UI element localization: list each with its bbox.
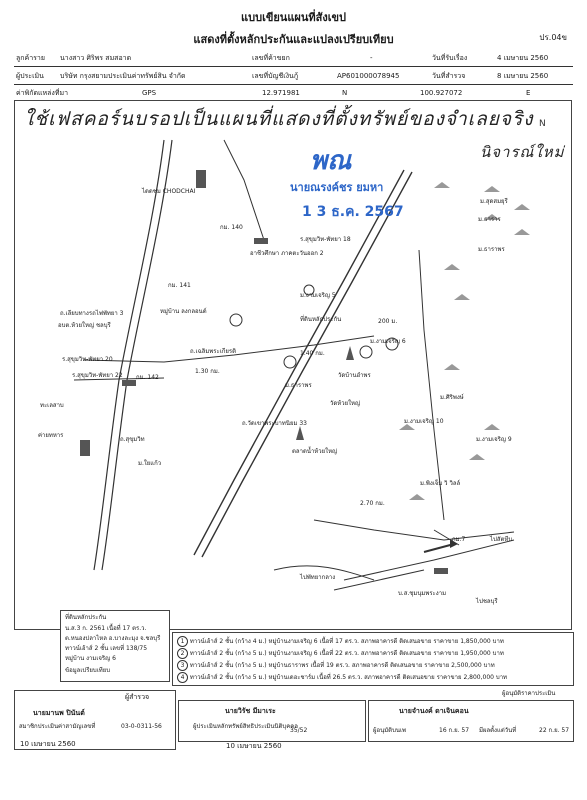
label-army: ค่ายทหาร <box>38 432 64 439</box>
latitude-value: 12.971981 <box>262 89 300 97</box>
temple-icon <box>346 346 354 360</box>
owner-value: - <box>370 54 373 62</box>
label-subject: ที่ดินหลักประกัน <box>300 316 342 323</box>
approver-name: นายจำนงค์ ดาเจินคอน <box>399 707 469 715</box>
approver-date-value: 22 ก.ย. 57 <box>539 727 570 734</box>
comparison-row <box>177 636 504 647</box>
road-lower-right <box>314 520 514 540</box>
label-mu-yaikaew: ม.ใยแก้ว <box>138 460 162 467</box>
label-chalermprakiat: ถ.เฉลิมพระเกียรติ <box>190 348 237 355</box>
document-subtitle: แสดงที่ตั้งหลักประกันและแปลงเปรียบเทียบ <box>193 33 394 46</box>
label-dist1: 200 ม. <box>378 318 398 325</box>
compare-marker-3 <box>284 356 296 368</box>
surveyor-name: นายมานพ ปินันต์ <box>33 709 85 717</box>
survey-label: วันที่สำรวจ <box>432 72 466 80</box>
road-sattahip <box>344 540 514 580</box>
approver-role: ผู้อนุมัติบนเพ <box>373 727 406 734</box>
comparison-number: 2 <box>177 648 188 659</box>
label-ruamsuk: บ.ส.ชุมนุมพระงาม <box>398 590 447 597</box>
account-label: เลขที่บัญชีเงินกู้ <box>252 72 299 80</box>
stamp-id: 35/52 <box>290 727 308 734</box>
footer-checker <box>178 700 366 742</box>
label-charoen5: ม.งามเจริญ 5 <box>300 292 336 299</box>
label-charoen10: ม.งามเจริญ 10 <box>404 418 444 425</box>
building-icons <box>80 170 448 574</box>
label-village-emp: หมู่บ้าน ลงกลอนด์ <box>160 308 207 315</box>
label-lake: ทะเลสาบ <box>40 402 64 409</box>
legend-location: ต.หนองปลาไหล อ.บางละมุง จ.ชลบุรี <box>65 635 161 642</box>
label-road-left: ถ.สุขุมวิท <box>120 436 145 443</box>
longitude-dir: E <box>526 89 531 97</box>
comparison-text: ทาวน์เฮ้าส์ 2 ชั้น (กว้าง 5 ม.) หมู่บ้านเดอะชาร์ม เนื้อที่ 26.5 ตร.ว. สภาพอาคารดี ติดเสนอขาย ราคาขาย 2,800,000 บาท <box>189 674 508 681</box>
checker-name: นายวิรัช มีมาเระ <box>225 707 276 715</box>
appraiser-value: บริษัท กรุงสยามประเมินค่าทรัพย์สิน จำกัด <box>60 72 186 80</box>
checker-role: ผู้ประเมินหลักทรัพย์สิทธิประเมินนิติบุคคล <box>193 723 298 730</box>
approver-date-mid: 16 ก.ย. 57 <box>439 727 470 734</box>
latitude-dir: N <box>342 89 348 97</box>
handwritten-sign: นิจารณ์ใหม่ <box>480 143 565 161</box>
label-charoen9: ม.งามเจริญ 9 <box>476 436 512 443</box>
label-dist2: 1.40 กม. <box>300 350 325 357</box>
label-to-sattahip: ไปสัตหีบ <box>490 536 513 543</box>
label-mu-thara-right: ม.ธาราพร <box>478 246 505 253</box>
label-heliport: ถ.เลียบทางรถไฟพัทยา 3 <box>60 310 124 317</box>
label-temple-huaiyai: วัดห้วยใหญ่ <box>330 400 361 407</box>
comparison-text: ทาวน์เฮ้าส์ 2 ชั้น (กว้าง 5 ม.) หมู่บ้านงามเจริญ 6 เนื้อที่ 22 ตร.ว. สภาพอาคารดี ติดเสนอขาย ราคาขาย 1,950,000 บาท <box>189 650 504 657</box>
label-market: ตลาดน้ำห้วยใหญ่ <box>292 448 338 455</box>
label-to-pattaya: ไปพัทยากลาง <box>300 574 336 581</box>
label-school: อาชีวศึกษา ภาคตะวันออก 2 <box>250 250 324 257</box>
legend-compare: ข้อมูลเปรียบเทียบ <box>65 667 111 674</box>
compare-marker-4 <box>230 314 242 326</box>
surveyor-title: ผู้สำรวจ <box>125 693 150 701</box>
legend-deed: น.ส.3 ก. 2561 เนื้อที่ 17 ตร.ว. <box>65 625 147 632</box>
client-label: ลูกค้าราย <box>16 54 45 62</box>
label-mu-thara2: ม.ธาราร <box>478 216 501 223</box>
comparison-row <box>177 672 507 683</box>
gps-source: GPS <box>142 89 157 97</box>
road-sukhumvit-right <box>102 140 172 570</box>
stamp-signature: พณ <box>310 146 352 176</box>
document-title: แบบเขียนแผนที่สังเขป <box>241 11 346 24</box>
label-pinklao: ม.พิงเจ็ม วิ วิลล์ <box>420 480 461 487</box>
label-temple-thaisamak: วัดบ้านอำพร <box>338 372 371 379</box>
approver-date-label: มีผลตั้งแต่วันที่ <box>479 727 517 734</box>
label-chodchai: ไดดชม CHODCHAI <box>142 188 196 195</box>
comparison-row <box>177 660 495 671</box>
temple-icon-2 <box>296 426 304 440</box>
compare-marker-1 <box>360 346 372 358</box>
legend-village: หมู่บ้าน งามเจริญ 6 <box>65 655 116 662</box>
checker-date: 10 เมษายน 2560 <box>226 742 282 750</box>
road-sukhumvit-left <box>94 140 164 570</box>
comparison-row <box>177 648 504 659</box>
client-value: นางสาว ศิริพร สมสอาด <box>60 54 132 62</box>
surveyor-license-no: 03-0-0311-56 <box>121 723 162 730</box>
label-km142: กม. 142 <box>136 374 159 381</box>
longitude-value: 100.927072 <box>420 89 463 97</box>
label-charoen6: ม.งามเจริญ 6 <box>370 338 406 345</box>
label-km7: กม.7 <box>452 536 466 543</box>
comparison-number: 4 <box>177 672 188 683</box>
gps-label: ค่าพิกัดแหล่งที่มา <box>16 89 69 97</box>
received-label: วันที่รับเรื่อง <box>432 54 468 62</box>
comparison-number: 3 <box>177 660 188 671</box>
legend-building: ทาวน์เฮ้าส์ 2 ชั้น เลขที่ 138/75 <box>65 645 148 652</box>
village-icons <box>399 182 530 500</box>
label-central: อบต.ห้วยใหญ่ ชลบุรี <box>58 322 111 329</box>
label-mu-ying: ม.สุดสมยุรี <box>480 198 508 205</box>
account-value: AP601000078945 <box>337 72 400 80</box>
header-rule-1 <box>14 66 573 67</box>
label-dist4: 2.70 กม. <box>360 500 385 507</box>
owner-label: เลขที่ค้าขยก <box>252 54 290 62</box>
label-dist3: 1.30 กม. <box>195 368 220 375</box>
legend-box <box>60 610 170 682</box>
header-rule-2 <box>14 84 573 85</box>
footer-approver <box>368 700 574 742</box>
label-soi20: ร.สุขุมวิท-พัทยา 20 <box>62 356 113 363</box>
comparison-text: ทาวน์เฮ้าส์ 2 ชั้น (กว้าง 4 ม.) หมู่บ้านงามเจริญ 6 เนื้อที่ 17 ตร.ว. สภาพอาคารดี ติดเสนอขาย ราคาขาย 1,850,000 บาท <box>189 638 504 645</box>
handwritten-note: ใช้เฟสคอร์นบรอปเป็นแผนที่แสดงที่ตั้งทรัพย์ของจำเลยจริง <box>24 108 534 130</box>
stamp-date: 1 3 ธ.ค. 2567 <box>302 204 404 220</box>
surveyor-date: 10 เมษายน 2560 <box>20 740 76 748</box>
comparison-text: ทาวน์เฮ้าส์ 2 ชั้น (กว้าง 5 ม.) หมู่บ้านธาราพร เนื้อที่ 19 ตร.ว. สภาพอาคารดี ติดเสนอขาย ราคาขาย 2,500,000 บาท <box>189 662 495 669</box>
surveyor-license-label: สมาชิกประเมินค่าสามัญเลขที่ <box>19 723 96 730</box>
label-temple-rd: ถ.วัดเขาพระบาทนิยม 33 <box>242 420 307 427</box>
comparison-number: 1 <box>177 636 188 647</box>
stamp-name: นายณรงค์ชร ยมหา <box>290 181 384 194</box>
approver-title: ผู้อนุมัติราคาประเมิน <box>502 690 556 697</box>
survey-value: 8 เมษายน 2560 <box>497 72 549 80</box>
label-soi22: ร.สุขุมวิท-พัทยา 22 <box>72 372 123 379</box>
label-km140: กม. 140 <box>220 224 243 231</box>
label-thara: ม.ธาราพร <box>285 382 312 389</box>
appraiser-label: ผู้ประเมิน <box>16 72 44 80</box>
svg-text:N: N <box>539 119 546 129</box>
received-value: 4 เมษายน 2560 <box>497 54 549 62</box>
legend-subject-label: ที่ดินหลักประกัน <box>65 614 107 621</box>
label-to-chonburi: ไปชลบุรี <box>476 598 498 605</box>
label-km141: กม. 141 <box>168 282 191 289</box>
comparison-list <box>172 632 574 686</box>
label-soi18: ร.สุขุมวิท-พัทยา 18 <box>300 236 351 243</box>
form-code: ปร.04ข <box>539 33 567 42</box>
label-siriwan: ม.ศิริพงษ์ <box>440 394 464 401</box>
